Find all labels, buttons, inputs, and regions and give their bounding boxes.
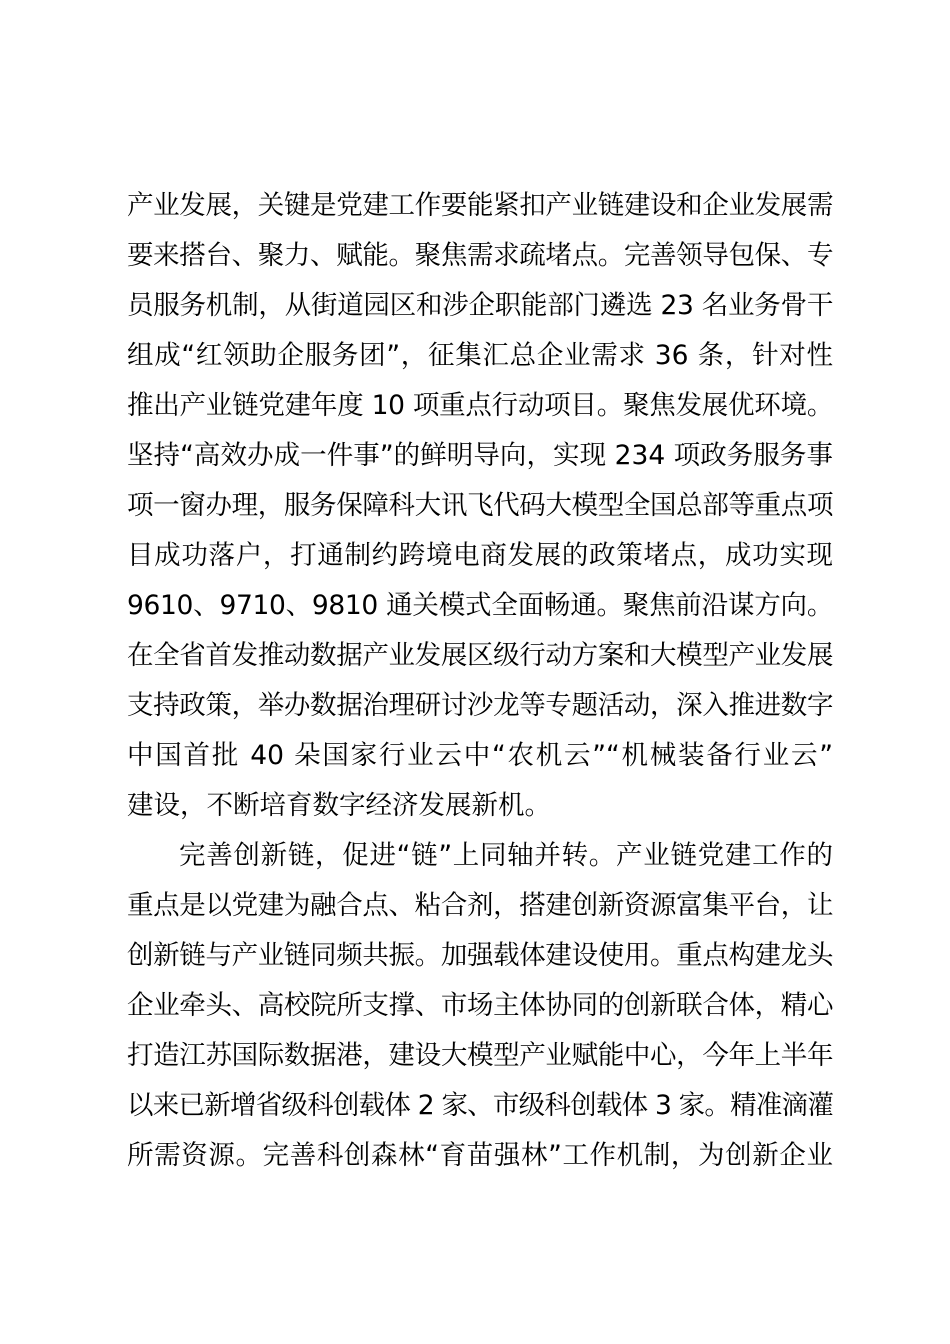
text-line: 完善创新链，促进“链”上同轴并转。产业链党建工作的 xyxy=(179,840,833,871)
text-line: 支持政策，举办数据治理研讨沙龙等专题活动，深入推进数字 xyxy=(127,690,833,721)
text-line: 所需资源。完善科创森林“育苗强林”工作机制，为创新企业 xyxy=(127,1140,833,1171)
text-line: 企业牵头、高校院所支撑、市场主体协同的创新联合体，精心 xyxy=(127,990,833,1021)
text-line: 员服务机制，从街道园区和涉企职能部门遴选 23 名业务骨干 xyxy=(127,290,833,321)
paragraph xyxy=(127,181,833,831)
text-line: 以来已新增省级科创载体 2 家、市级科创载体 3 家。精准滴灌 xyxy=(127,1090,833,1121)
text-line: 9610、9710、9810 通关模式全面畅通。聚焦前沿谋方向。 xyxy=(127,590,833,621)
text-line: 坚持“高效办成一件事”的鲜明导向，实现 234 项政务服务事 xyxy=(127,440,833,471)
text-line: 中国首批 40 朵国家行业云中“农机云”“机械装备行业云” xyxy=(127,740,833,771)
text-line: 项一窗办理，服务保障科大讯飞代码大模型全国总部等重点项 xyxy=(127,490,833,521)
document-body xyxy=(127,181,833,1181)
text-line: 重点是以党建为融合点、粘合剂，搭建创新资源富集平台，让 xyxy=(127,890,833,921)
text-line: 组成“红领助企服务团”，征集汇总企业需求 36 条，针对性 xyxy=(127,340,833,371)
text-line: 推出产业链党建年度 10 项重点行动项目。聚焦发展优环境。 xyxy=(127,390,833,421)
paragraph xyxy=(127,831,833,1181)
text-line: 建设，不断培育数字经济发展新机。 xyxy=(127,790,551,821)
text-line: 创新链与产业链同频共振。加强载体建设使用。重点构建龙头 xyxy=(127,940,833,971)
text-line: 在全省首发推动数据产业发展区级行动方案和大模型产业发展 xyxy=(127,640,833,671)
text-line: 产业发展，关键是党建工作要能紧扣产业链建设和企业发展需 xyxy=(127,190,833,221)
text-line: 打造江苏国际数据港，建设大模型产业赋能中心，今年上半年 xyxy=(127,1040,833,1071)
text-line: 要来搭台、聚力、赋能。聚焦需求疏堵点。完善领导包保、专 xyxy=(127,240,833,271)
text-line: 目成功落户，打通制约跨境电商发展的政策堵点，成功实现 xyxy=(127,540,833,571)
